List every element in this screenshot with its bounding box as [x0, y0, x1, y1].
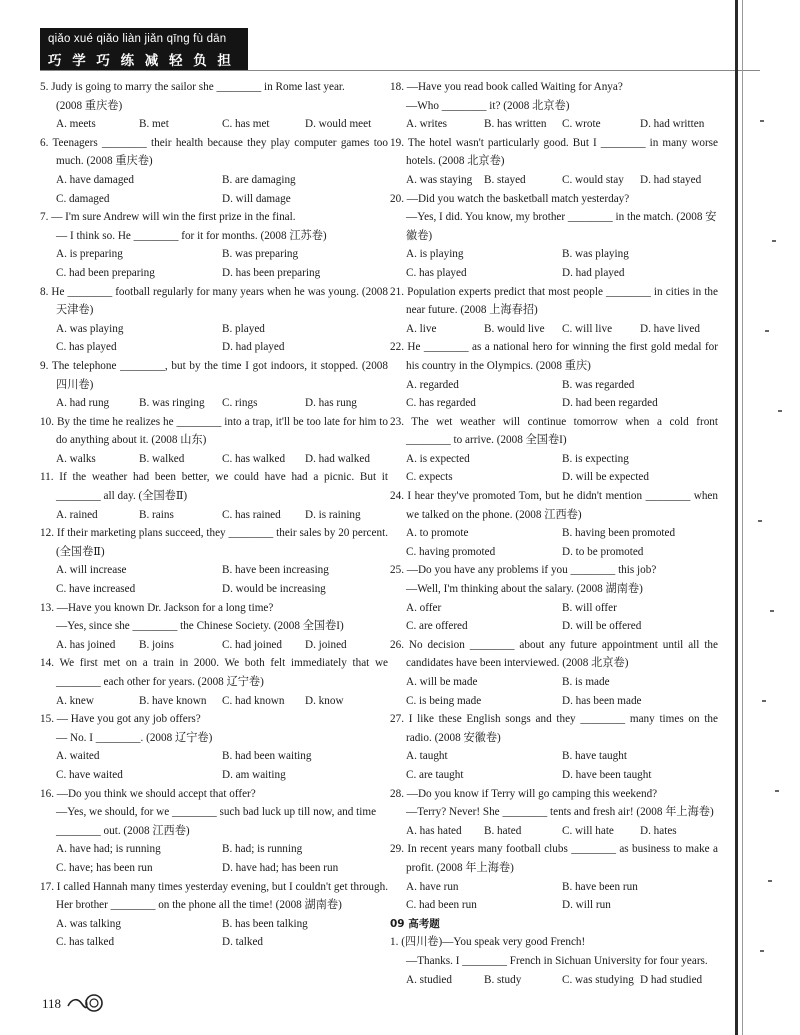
question-item: [390, 933, 718, 989]
answer-option: B. have been increasing: [222, 564, 329, 577]
answer-options: [40, 747, 388, 784]
answer-option: A. is preparing: [56, 248, 123, 261]
question-item: [390, 561, 718, 635]
answer-option: B. are damaging: [222, 173, 296, 186]
question-item: [40, 283, 388, 357]
scan-speckle: [768, 880, 772, 882]
answer-option: A. live: [406, 322, 437, 335]
answer-options: [40, 692, 388, 711]
answer-option: C. have; has been run: [56, 861, 153, 874]
answer-option: C. had been run: [406, 899, 477, 912]
answer-option: A. has hated: [406, 824, 462, 837]
answer-option: D. had played: [222, 341, 285, 354]
question-stem: 19. The hotel wasn't particularly good. But I ________ in many worse hotels. (2008 北京卷): [390, 136, 718, 168]
answer-option: A. studied: [406, 973, 452, 986]
answer-option: B. is made: [562, 676, 610, 688]
question-stem: 6. Teenagers ________ their health because they play computer games too much. (2008 重庆卷): [40, 136, 388, 168]
answer-option: A. rained: [56, 508, 98, 521]
answer-option: C. is being made: [406, 694, 482, 707]
answer-option: A. knew: [56, 694, 94, 707]
answer-option: C. has walked: [222, 452, 286, 465]
question-stem: 11. If the weather had been better, we could have had a picnic. But it ________ all day. (全国卷Ⅱ): [40, 471, 388, 503]
question-dialogue-line: — I think so. He ________ for it for months. (2008 江苏卷): [56, 229, 327, 242]
question-item: [390, 78, 718, 134]
answer-option: B. study: [484, 973, 522, 986]
answer-option: D. has been preparing: [222, 266, 321, 279]
question-stem: 23. The wet weather will continue tomorrow when a cold front ________ to arrive. (2008 全国卷I): [390, 415, 718, 447]
scan-speckle: [765, 330, 769, 332]
answer-option: D. had stayed: [640, 173, 702, 186]
answer-option: B. was playing: [562, 248, 629, 261]
answer-option: C. has rained: [222, 508, 281, 521]
answer-option: A. was staying: [406, 173, 473, 186]
answer-option: A. offer: [406, 601, 442, 614]
answer-option: A. will be made: [406, 676, 478, 688]
question-item: [390, 785, 718, 841]
answer-option: C. wrote: [562, 118, 601, 131]
answer-options: [40, 840, 388, 877]
page-number: 118: [42, 996, 62, 1011]
answer-option: C. expects: [406, 471, 453, 484]
answer-option: B. has been talking: [222, 917, 308, 930]
question-dialogue-line: (2008 重庆卷): [56, 99, 123, 112]
question-dialogue-line: —Terry? Never! She ________ tents and fresh air! (2008 年上海卷): [406, 806, 714, 819]
question-dialogue-line: —Who ________ it? (2008 北京卷): [406, 99, 570, 112]
answer-option: D. had written: [640, 118, 705, 131]
scan-speckle: [758, 520, 762, 522]
question-item: [40, 468, 388, 524]
answer-option: D. has been made: [562, 694, 642, 707]
answer-option: B. will offer: [562, 601, 617, 614]
question-stem: 10. By the time he realizes he ________ into a trap, it'll be too late for him to do anything about it. (2008 山东): [40, 415, 388, 447]
answer-option: D. talked: [222, 936, 264, 949]
answer-options: [390, 747, 718, 784]
question-item: [40, 710, 388, 784]
answer-options: [40, 450, 388, 469]
answer-option: D. had been regarded: [562, 397, 658, 410]
answer-option: A. was playing: [56, 322, 124, 335]
answer-option: C. has played: [406, 266, 467, 279]
answer-option: C. rings: [222, 397, 258, 410]
answer-option: C. having promoted: [406, 545, 496, 558]
answer-options: [40, 561, 388, 598]
header-divider: [40, 70, 760, 71]
question-item: [40, 208, 388, 282]
answer-option: C. has met: [222, 118, 270, 131]
answer-options: [40, 320, 388, 357]
answer-option: D. will be offered: [562, 620, 642, 633]
question-item: [40, 413, 388, 469]
question-item: [390, 190, 718, 283]
answer-option: D. joined: [305, 638, 347, 651]
answer-option: B. was preparing: [222, 248, 299, 261]
question-stem: 25. —Do you have any problems if you ________ this job?: [390, 564, 657, 577]
answer-options: [390, 171, 718, 190]
question-stem: 18. —Have you read book called Waiting for Anya?: [390, 81, 623, 93]
scan-speckle: [770, 610, 774, 612]
question-dialogue-line: —Yes, since she ________ the Chinese Society. (2008 全国卷I): [56, 620, 344, 633]
question-item: [390, 636, 718, 710]
question-stem: 17. I called Hannah many times yesterday evening, but I couldn't get through. Her brother ________ on the phone all the time! (2008 湖南卷): [40, 880, 388, 912]
answer-option: B. met: [139, 118, 169, 131]
answer-option: B. have taught: [562, 750, 627, 763]
answer-option: C. will hate: [562, 824, 614, 837]
question-stem: 20. —Did you watch the basketball match yesterday?: [390, 192, 630, 205]
answer-option: B. was ringing: [139, 397, 205, 410]
question-stem: 12. If their marketing plans succeed, they ________ their sales by 20 percent. (全国卷Ⅱ): [40, 527, 388, 558]
question-item: [40, 878, 388, 952]
question-dialogue-line: —Thanks. I ________ French in Sichuan University for four years.: [406, 954, 708, 967]
answer-option: C. have increased: [56, 583, 136, 596]
answer-option: D. had played: [562, 266, 625, 279]
answer-option: B. stayed: [484, 173, 526, 186]
question-stem: 24. I hear they've promoted Tom, but he didn't mention ________ when we talked on the phone. (2008 江西卷): [390, 490, 718, 521]
question-item: [40, 654, 388, 710]
answer-option: B. have been run: [562, 880, 638, 893]
answer-option: C. had been preparing: [56, 266, 155, 279]
publisher-logo-icon: [66, 992, 106, 1014]
answer-option: B. have known: [139, 694, 207, 707]
answer-option: D. has rung: [305, 397, 357, 410]
question-stem: 29. In recent years many football clubs ________ as business to make a profit. (2008 年上海卷): [390, 843, 718, 874]
answer-option: A. taught: [406, 750, 448, 763]
question-item: [390, 134, 718, 190]
right-column: [390, 78, 718, 989]
answer-options: [390, 822, 718, 841]
answer-option: A. will increase: [56, 564, 127, 577]
answer-options: [40, 506, 388, 525]
scan-speckle: [772, 240, 776, 242]
answer-options: [40, 636, 388, 655]
section-heading: 09 高考题: [390, 917, 440, 930]
scan-speckle: [760, 120, 764, 122]
answer-options: [390, 878, 718, 915]
question-stem: 8. He ________ football regularly for many years when he was young. (2008 天津卷): [40, 285, 388, 317]
answer-option: D. will be expected: [562, 471, 649, 484]
question-stem: 13. —Have you known Dr. Jackson for a long time?: [40, 601, 274, 614]
question-item: [40, 524, 388, 598]
answer-option: D. have had; has been run: [222, 861, 339, 874]
question-dialogue-line: — No. I ________. (2008 辽宁卷): [56, 731, 213, 744]
question-item: [40, 785, 388, 878]
answer-option: A. had rung: [56, 397, 110, 410]
question-item: [390, 487, 718, 561]
question-stem: 1. (四川卷)—You speak very good French!: [390, 936, 586, 949]
answer-option: D. will damage: [222, 192, 291, 205]
question-dialogue-line: —Yes, I did. You know, my brother ________ in the match. (2008 安徽卷): [406, 211, 717, 242]
page-edge-border: [735, 0, 738, 1035]
answer-option: A. waited: [56, 750, 100, 763]
answer-option: D. have been taught: [562, 768, 652, 781]
answer-option: A. to promote: [406, 527, 469, 540]
question-stem: 22. He ________ as a national hero for winning the first gold medal for his country in the Olympics. (2008 重庆): [390, 341, 718, 372]
answer-option: A. walks: [56, 452, 96, 465]
answer-option: B. had; is running: [222, 843, 303, 856]
left-column: [40, 78, 388, 952]
answer-option: C. had known: [222, 694, 285, 707]
answer-option: B. played: [222, 322, 265, 335]
answer-options: [40, 915, 388, 952]
answer-option: A. have had; is running: [56, 843, 161, 856]
question-item: [390, 840, 718, 914]
question-stem: 5. Judy is going to marry the sailor she ________ in Rome last year.: [40, 81, 345, 93]
answer-option: C. had joined: [222, 638, 282, 651]
answer-option: C. was studying: [562, 973, 634, 986]
answer-option: D. is raining: [305, 508, 361, 521]
header-pinyin: qiǎo xué qiǎo liàn jiǎn qīng fù dān: [48, 33, 227, 45]
answer-option: B. joins: [139, 638, 174, 651]
question-dialogue-line: —Yes, we should, for we ________ such bad luck up till now, and time ________ out. (2008 江西卷): [56, 806, 377, 837]
answer-option: A. was talking: [56, 917, 121, 930]
answer-option: C. has played: [56, 341, 117, 354]
question-stem: 16. —Do you think we should accept that offer?: [40, 787, 256, 800]
answer-option: D. would be increasing: [222, 583, 326, 596]
answer-option: D. know: [305, 694, 344, 707]
answer-option: D. have lived: [640, 322, 700, 335]
question-stem: 26. No decision ________ about any future appointment until all the candidates have been interviewed. (2008 北京卷): [390, 638, 718, 670]
answer-options: [40, 394, 388, 413]
scan-speckle: [778, 410, 782, 412]
answer-option: A. writes: [406, 118, 448, 131]
question-stem: 9. The telephone ________, but by the time I got indoors, it stopped. (2008 四川卷): [40, 359, 388, 391]
answer-option: B. has written: [484, 118, 547, 131]
header-chinese: 巧 学 巧 练 减 轻 负 担: [48, 53, 234, 69]
answer-option: C. damaged: [56, 192, 110, 205]
answer-option: C. have waited: [56, 768, 123, 781]
question-stem: 27. I like these English songs and they ________ many times on the radio. (2008 安徽卷): [390, 713, 718, 744]
answer-option: D. had walked: [305, 452, 370, 465]
answer-option: B. had been waiting: [222, 750, 312, 763]
answer-options: [390, 971, 718, 990]
answer-options: [390, 245, 718, 282]
answer-option: C. are taught: [406, 768, 464, 781]
answer-option: A. regarded: [406, 378, 459, 391]
answer-option: B. having been promoted: [562, 527, 676, 540]
answer-option: A. have damaged: [56, 173, 134, 186]
question-item: [40, 78, 388, 134]
answer-option: A. is playing: [406, 248, 464, 261]
answer-options: [390, 524, 718, 561]
answer-option: C. will live: [562, 322, 613, 335]
question-item: [40, 357, 388, 413]
answer-option: B. is expecting: [562, 452, 629, 465]
answer-options: [390, 115, 718, 134]
question-item: [390, 338, 718, 412]
page-edge-border-thin: [742, 0, 743, 1035]
scan-speckle: [762, 700, 766, 702]
answer-options: [390, 376, 718, 413]
header-banner: [40, 28, 248, 70]
answer-options: [40, 171, 388, 208]
question-item: [390, 413, 718, 487]
answer-option: C. are offered: [406, 620, 468, 633]
scan-speckle: [760, 950, 764, 952]
answer-option: B. would live: [484, 322, 545, 335]
answer-options: [40, 115, 388, 134]
question-item: [40, 134, 388, 208]
answer-option: C. would stay: [562, 173, 624, 186]
answer-options: [390, 673, 718, 710]
question-item: [390, 710, 718, 784]
answer-option: D. will run: [562, 899, 611, 912]
answer-options: [390, 320, 718, 339]
question-stem: 7. — I'm sure Andrew will win the first prize in the final.: [40, 211, 296, 224]
answer-option: D. am waiting: [222, 768, 286, 781]
scan-speckle: [775, 790, 779, 792]
answer-option: D. hates: [640, 824, 677, 837]
answer-option: A. has joined: [56, 638, 116, 651]
answer-option: C. has talked: [56, 936, 115, 949]
answer-options: [390, 599, 718, 636]
answer-options: [390, 450, 718, 487]
question-stem: 14. We first met on a train in 2000. We both felt immediately that we ________ each other for years. (2008 辽宁卷): [40, 657, 388, 688]
answer-option: D had studied: [640, 973, 703, 986]
answer-option: D. would meet: [305, 118, 372, 131]
answer-option: B. walked: [139, 452, 185, 465]
question-stem: 21. Population experts predict that most people ________ in cities in the near future. (2008 上海春招): [390, 285, 718, 317]
question-dialogue-line: —Well, I'm thinking about the salary. (2008 湖南卷): [406, 583, 643, 596]
answer-option: A. meets: [56, 118, 96, 131]
question-item: [40, 599, 388, 655]
question-item: [390, 283, 718, 339]
answer-option: B. hated: [484, 824, 522, 837]
answer-option: B. rains: [139, 508, 174, 521]
answer-option: A. have run: [406, 880, 459, 893]
answer-option: C. has regarded: [406, 397, 476, 410]
question-stem: 15. — Have you got any job offers?: [40, 713, 201, 726]
answer-options: [40, 245, 388, 282]
answer-option: D. to be promoted: [562, 545, 644, 558]
question-stem: 28. —Do you know if Terry will go camping this weekend?: [390, 787, 658, 800]
answer-option: B. was regarded: [562, 378, 635, 391]
answer-option: A. is expected: [406, 452, 470, 465]
